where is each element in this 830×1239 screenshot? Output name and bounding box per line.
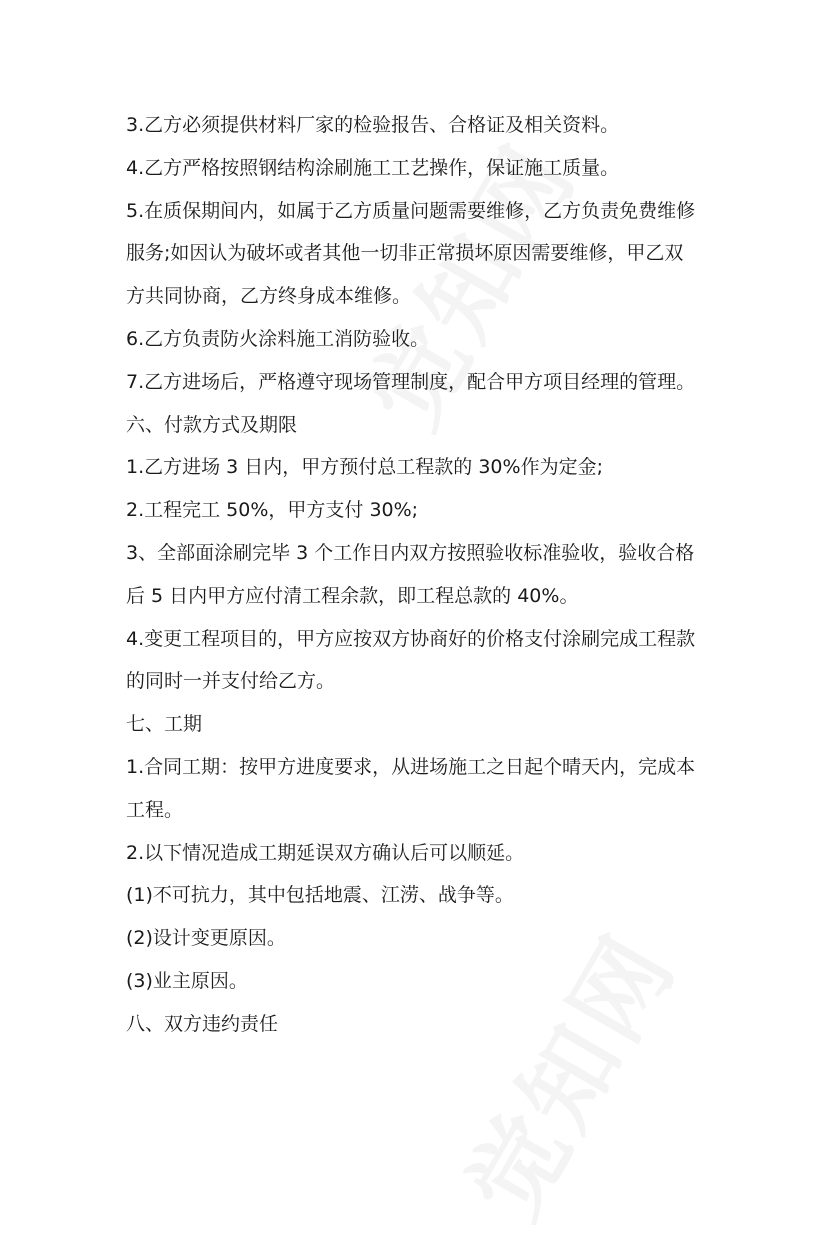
schedule-1-line-2: 工程。 — [126, 798, 184, 821]
clause-7-site-management: 7.乙方进场后，严格遵守现场管理制度，配合甲方项目经理的管理。 — [126, 370, 696, 393]
payment-4-line-1: 4.变更工程项目的，甲方应按双方协商好的价格支付涂刷完成工程款 — [126, 627, 696, 650]
clause-3-materials: 3.乙方必须提供材料厂家的检验报告、合格证及相关资料。 — [126, 114, 620, 136]
schedule-2: 2.以下情况造成工期延误双方确认后可以顺延。 — [126, 841, 525, 864]
payment-4-line-2: 的同时一并支付给乙方。 — [126, 670, 336, 693]
schedule-2-item-3: (3)业主原因。 — [126, 969, 248, 992]
payment-1: 1.乙方进场 3 日内，甲方预付总工程款的 30%作为定金; — [126, 456, 603, 479]
clause-5-warranty-line-1: 5.在质保期间内，如属于乙方质量问题需要维修，乙方负责免费维修 — [126, 199, 696, 222]
section-7-heading: 七、工期 — [126, 713, 203, 736]
clause-5-warranty-line-2: 服务;如因认为破坏或者其他一切非正常损坏原因需要维修，甲乙双 — [126, 242, 684, 265]
section-8-heading: 八、双方违约责任 — [126, 1012, 279, 1035]
section-6-heading: 六、付款方式及期限 — [126, 413, 298, 436]
document-body — [126, 104, 716, 1046]
clause-6-fire-acceptance: 6.乙方负责防火涂料施工消防验收。 — [126, 327, 430, 350]
clause-4-quality: 4.乙方严格按照钢结构涂刷施工工艺操作，保证施工质量。 — [126, 156, 620, 179]
schedule-1-line-1: 1.合同工期：按甲方进度要求，从进场施工之日起个晴天内，完成本 — [126, 755, 696, 778]
payment-2: 2.工程完工 50%，甲方支付 30%; — [126, 499, 419, 522]
clause-5-warranty-line-3: 方共同协商，乙方终身成本维修。 — [126, 285, 412, 308]
payment-3-line-2: 后 5 日内甲方应付清工程余款，即工程总款的 40%。 — [126, 584, 579, 607]
schedule-2-item-2: (2)设计变更原因。 — [126, 927, 286, 950]
schedule-2-item-1: (1)不可抗力，其中包括地震、江涝、战争等。 — [126, 884, 514, 907]
payment-3-line-1: 3、全部面涂刷完毕 3 个工作日内双方按照验收标准验收，验收合格 — [126, 541, 695, 564]
